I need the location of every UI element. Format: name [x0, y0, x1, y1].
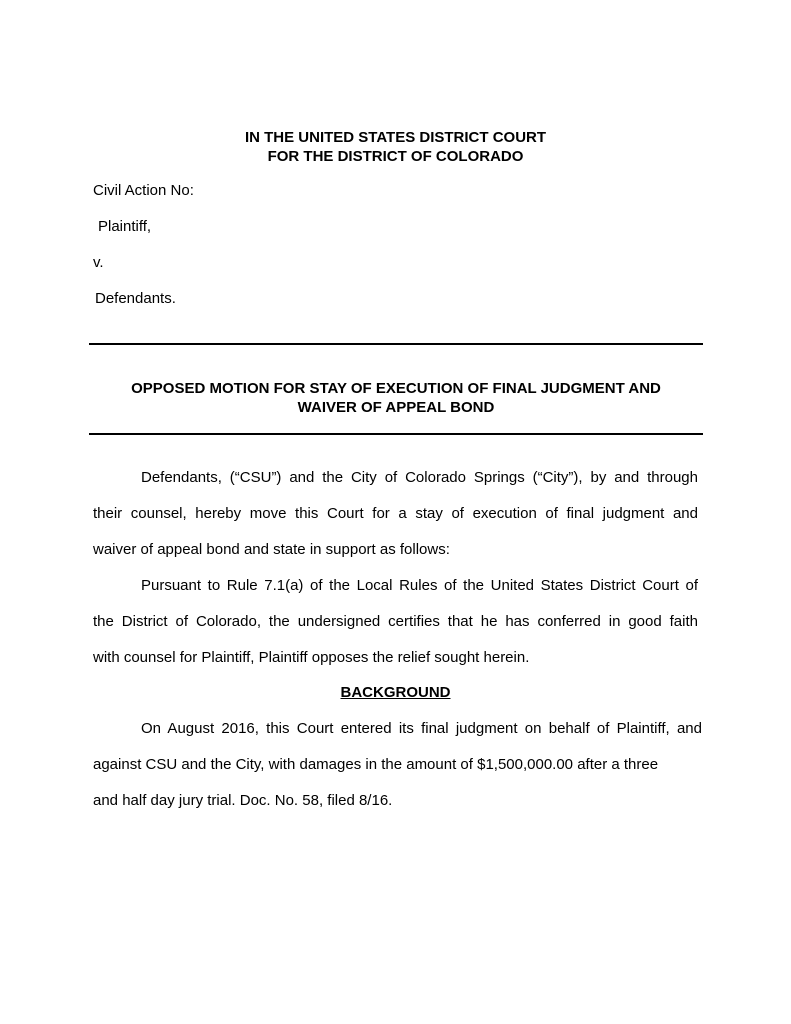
background-heading-text: BACKGROUND — [340, 684, 451, 701]
intro-line-2: their counsel, hereby move this Court for a stay of execution of final judgment and — [93, 505, 698, 522]
motion-title-line-1: OPPOSED MOTION FOR STAY OF EXECUTION OF FINAL JUDGMENT AND — [131, 380, 661, 397]
background-heading — [0, 684, 791, 702]
court-heading — [0, 128, 791, 166]
background-line-3: and half day jury trial. Doc. No. 58, filed 8/16. — [93, 792, 393, 809]
motion-title-line-2: WAIVER OF APPEAL BOND — [297, 399, 495, 416]
versus-label: v. — [93, 254, 104, 271]
title-rule-bottom — [89, 433, 703, 435]
court-heading-line-2: FOR THE DISTRICT OF COLORADO — [267, 148, 524, 165]
conferral-line-3: with counsel for Plaintiff, Plaintiff opposes the relief sought herein. — [93, 649, 530, 666]
plaintiff-label: Plaintiff, — [98, 218, 152, 235]
intro-line-3: waiver of appeal bond and state in support as follows: — [93, 541, 450, 558]
intro-line-1: Defendants, (“CSU”) and the City of Colorado Springs (“City”), by and through — [141, 469, 698, 486]
conferral-line-2: the District of Colorado, the undersigned certifies that he has conferred in good faith — [93, 613, 698, 630]
background-line-2: against CSU and the City, with damages in the amount of $1,500,000.00 after a three — [93, 756, 659, 773]
motion-title — [89, 379, 703, 417]
conferral-line-1: Pursuant to Rule 7.1(a) of the Local Rules of the United States District Court of — [141, 577, 698, 594]
court-heading-line-1: IN THE UNITED STATES DISTRICT COURT — [244, 129, 547, 146]
background-line-1: On August 2016, this Court entered its final judgment on behalf of Plaintiff, and — [141, 720, 702, 737]
civil-action-label: Civil Action No: — [93, 182, 194, 199]
defendants-label: Defendants. — [95, 290, 176, 307]
title-rule-top — [89, 343, 703, 345]
